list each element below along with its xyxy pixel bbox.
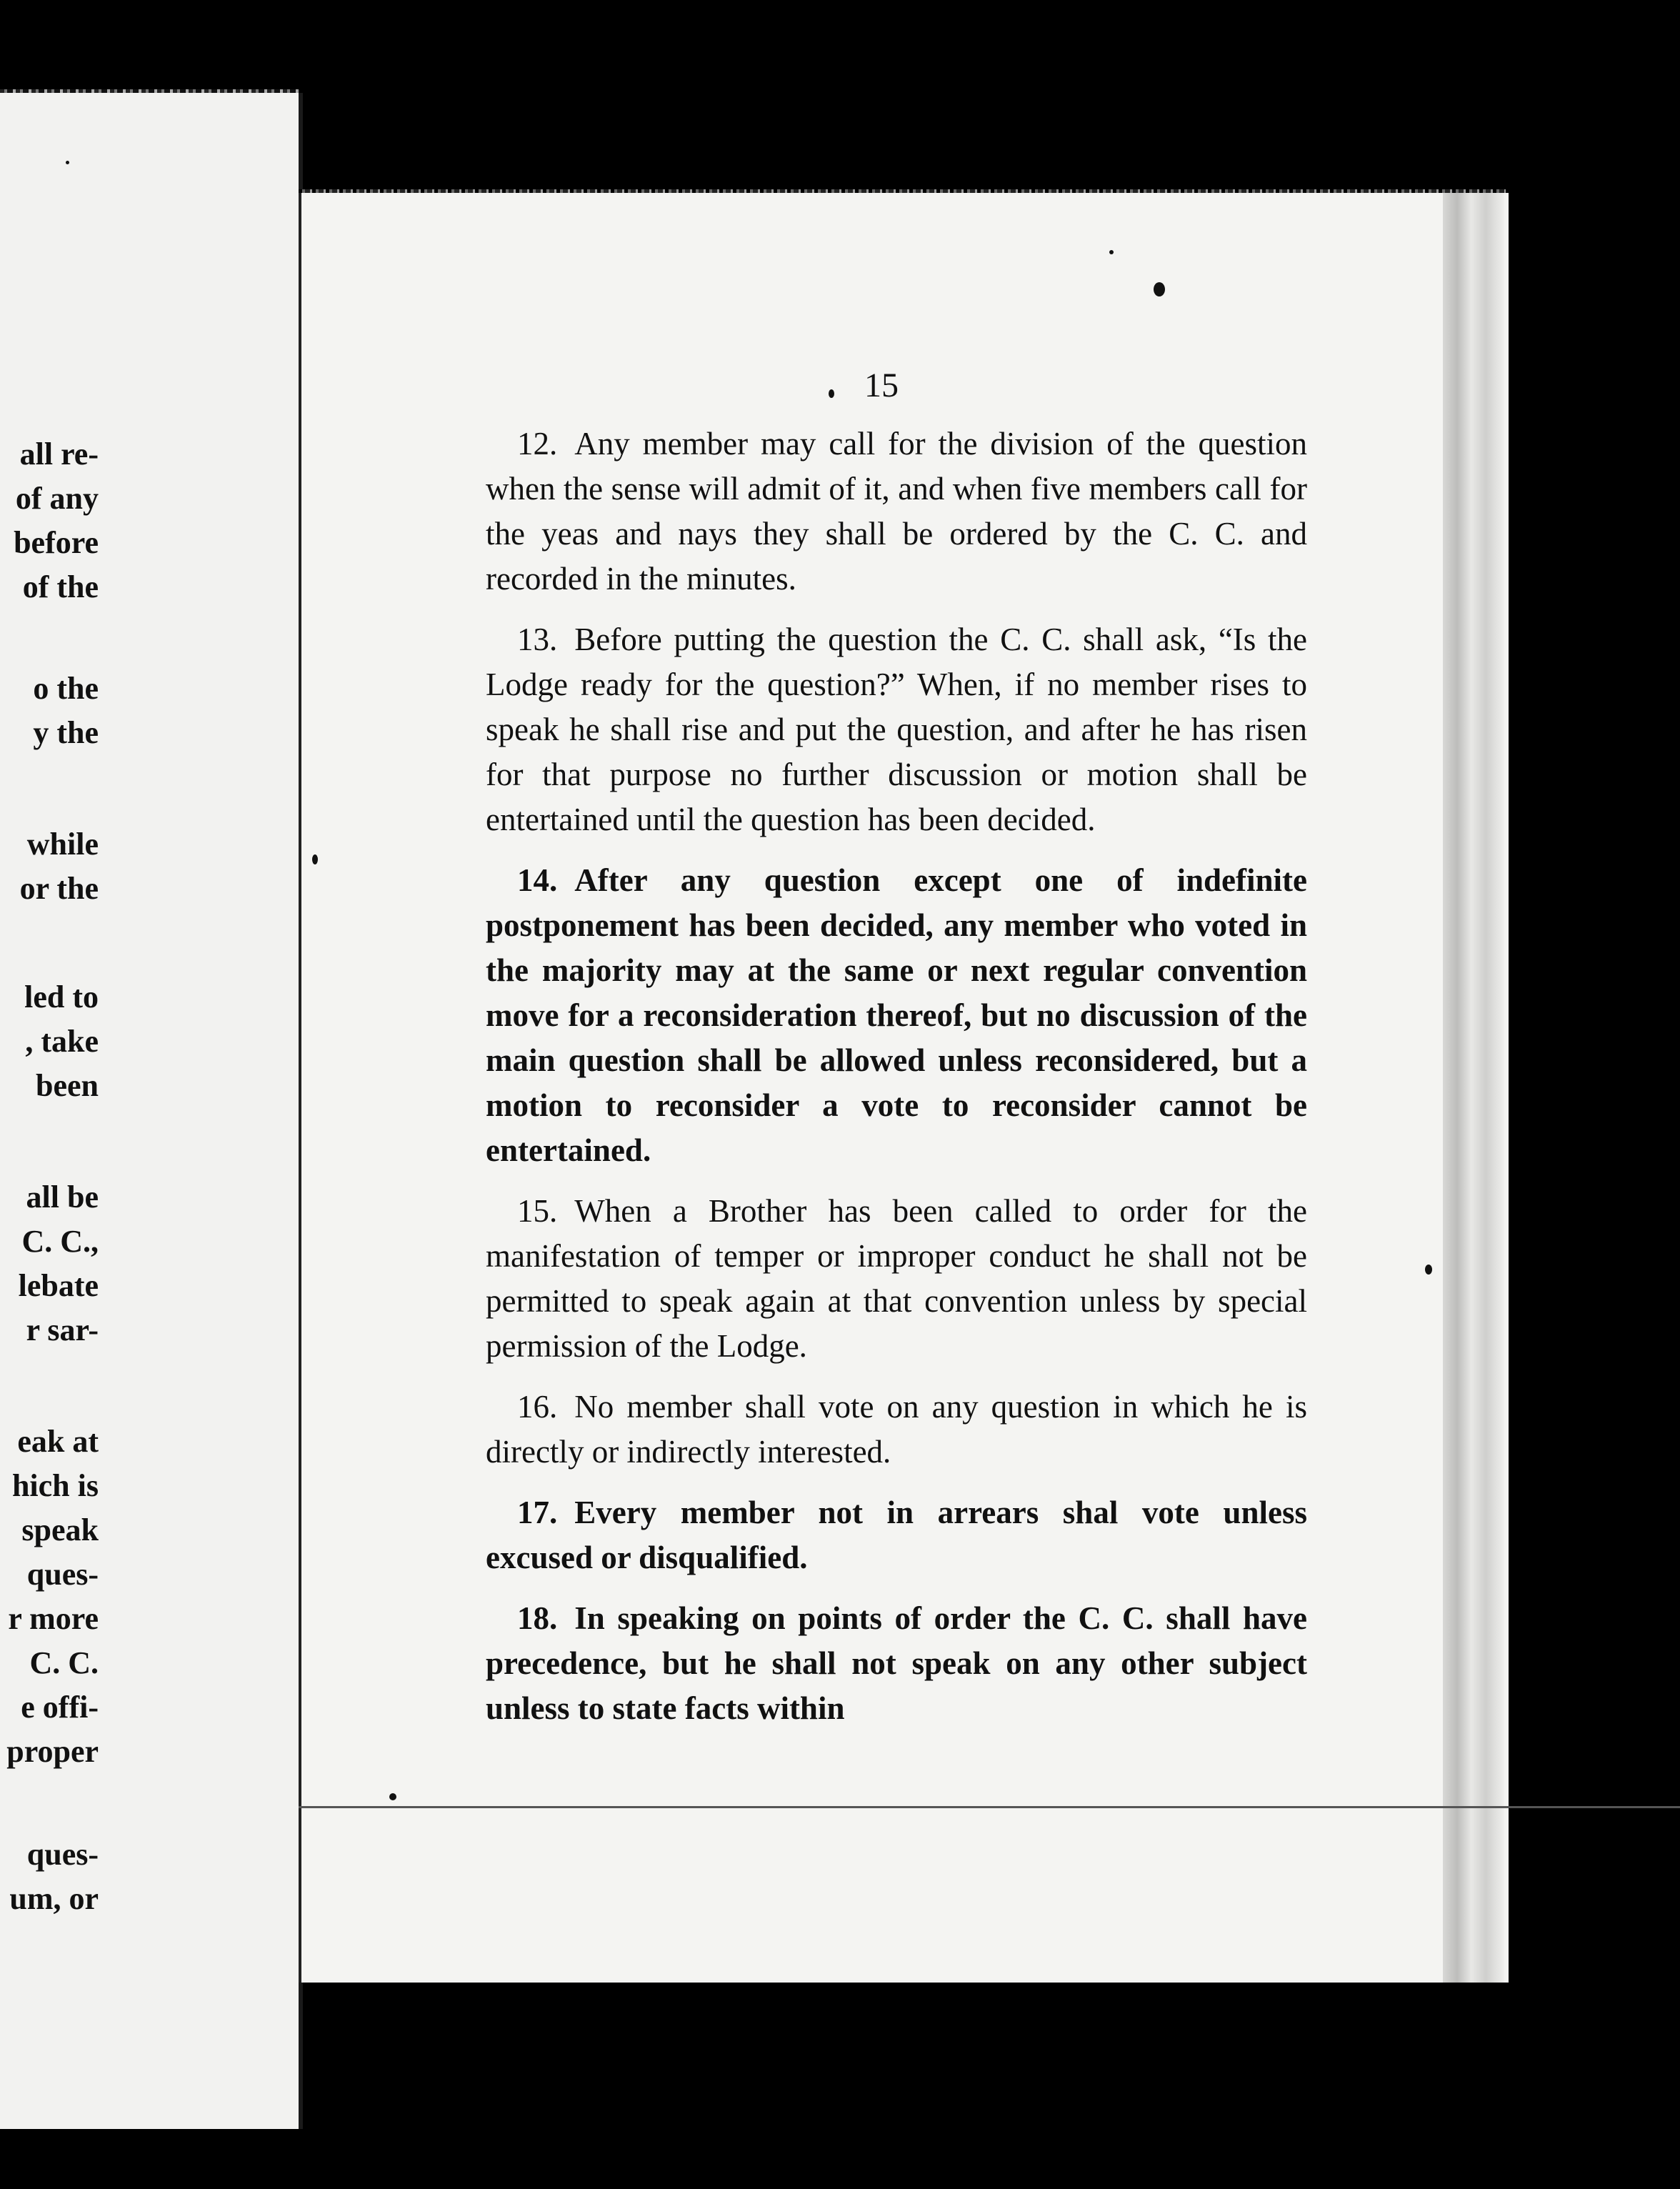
left-page xyxy=(0,93,303,2129)
left-line: of any xyxy=(15,481,99,516)
left-line: r more xyxy=(8,1601,99,1636)
left-line: while xyxy=(26,827,99,862)
paragraph-text: Every member not in arrears shal vote unless excused or disqualified. xyxy=(486,1495,1307,1575)
paragraph-number: 13. xyxy=(517,622,558,657)
left-line: or the xyxy=(19,871,99,906)
left-line: y the xyxy=(33,715,99,750)
paragraph-number: 12. xyxy=(517,426,558,462)
paragraph-text: In speaking on points of order the C. C. shall have precedence, but he shall not speak on any other subject unless to state facts within xyxy=(486,1600,1307,1726)
ink-speck xyxy=(1425,1265,1432,1275)
left-line: been xyxy=(36,1068,99,1103)
paragraph-14 xyxy=(486,858,1307,1173)
paragraph-text: After any question except one of indefinite postponement has been decided, any member who voted in the majority may at the same or next regular convention move for a reconsideration thereof, but no discussion of the main question shall be allowed unless reconsidered, but a motion to reconsider a vote to reconsider cannot be entertained. xyxy=(486,862,1307,1168)
left-line: ques- xyxy=(26,1837,99,1872)
paragraph-12 xyxy=(486,422,1307,602)
paragraph-text: No member shall vote on any question in which he is directly or indirectly interested. xyxy=(486,1389,1307,1470)
left-line: eak at xyxy=(17,1424,99,1459)
paragraph-number: 18. xyxy=(517,1600,558,1636)
left-line: all be xyxy=(26,1180,99,1215)
paragraph-13 xyxy=(486,617,1307,842)
left-line: o the xyxy=(33,671,99,706)
paragraph-text: When a Brother has been called to order for the manifestation of temper or improper conduct he shall not be permitted to speak again at that convention unless by special permission of the Lodge. xyxy=(486,1193,1307,1364)
ink-speck xyxy=(389,1793,396,1800)
left-line: , take xyxy=(25,1024,99,1059)
page-body xyxy=(486,422,1307,1747)
left-line: proper xyxy=(6,1734,99,1769)
left-line: speak xyxy=(21,1512,99,1547)
ink-speck xyxy=(66,161,69,164)
left-line: C. C. xyxy=(29,1645,99,1680)
left-line: um, or xyxy=(9,1881,99,1916)
paragraph-number: 15. xyxy=(517,1193,558,1229)
left-line: ques- xyxy=(26,1557,99,1592)
left-line: led to xyxy=(24,979,99,1014)
page-fore-edge xyxy=(1443,193,1504,1983)
left-line: C. C., xyxy=(21,1224,99,1259)
paragraph-text: Any member may call for the division of the question when the sense will admit of it, and when five members call for the yeas and nays they shall be ordered by the C. C. and recorded in the minutes. xyxy=(486,426,1307,597)
paragraph-18 xyxy=(486,1596,1307,1731)
page-number: 15 xyxy=(864,367,899,404)
ink-speck xyxy=(1109,250,1114,254)
paragraph-15 xyxy=(486,1189,1307,1369)
paragraph-number: 17. xyxy=(517,1495,558,1530)
left-line: r sar- xyxy=(26,1312,99,1347)
paragraph-text: Before putting the question the C. C. shall ask, “Is the Lodge ready for the question?” When, if no member rises to speak he shall rise and put the question, and after he has risen for that purpose no further discussion or motion shall be entertained until the question has been decided. xyxy=(486,622,1307,837)
left-line: all re- xyxy=(19,437,99,472)
paragraph-17 xyxy=(486,1490,1307,1580)
left-line: hich is xyxy=(11,1468,99,1503)
paragraph-number: 14. xyxy=(517,862,558,898)
left-line: lebate xyxy=(18,1268,99,1303)
left-line: e offi- xyxy=(21,1690,99,1725)
ink-speck xyxy=(1154,282,1165,296)
left-line: of the xyxy=(22,569,99,604)
paragraph-number: 16. xyxy=(517,1389,558,1425)
left-line: before xyxy=(14,525,99,560)
ink-speck xyxy=(829,389,834,398)
paragraph-16 xyxy=(486,1385,1307,1475)
ink-speck xyxy=(312,854,318,864)
scan-fold-line xyxy=(299,1806,1680,1808)
